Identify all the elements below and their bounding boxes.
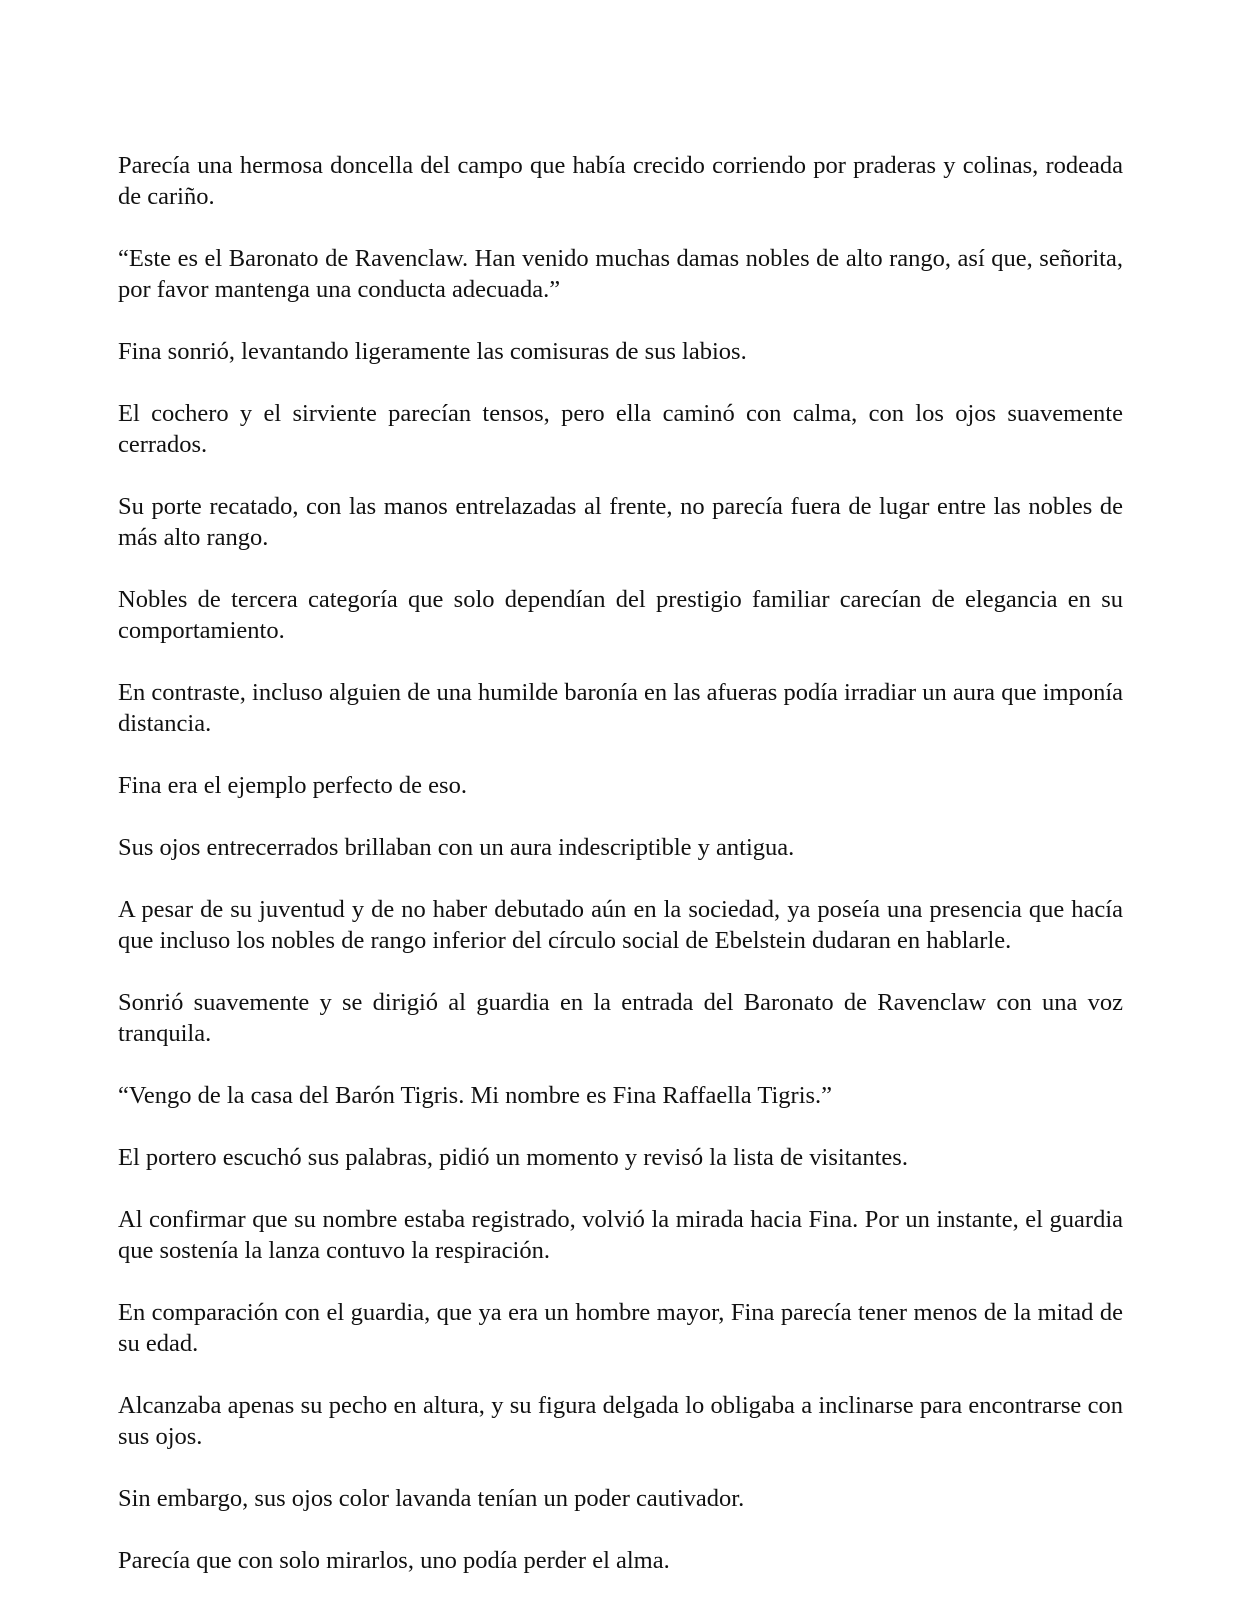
paragraph: El cochero y el sirviente parecían tensos, pero ella caminó con calma, con los ojos suavemente cerrados. [118,400,1123,458]
paragraph: Alcanzaba apenas su pecho en altura, y su figura delgada lo obligaba a inclinarse para encontrarse con sus ojos. [118,1392,1123,1450]
paragraph: Parecía que con solo mirarlos, uno podía perder el alma. [118,1547,670,1574]
paragraph: El portero escuchó sus palabras, pidió un momento y revisó la lista de visitantes. [118,1144,908,1171]
paragraph: Sus ojos entrecerrados brillaban con un aura indescriptible y antigua. [118,834,795,861]
paragraph: Sonrió suavemente y se dirigió al guardia en la entrada del Baronato de Ravenclaw con una voz tranquila. [118,989,1123,1047]
paragraph: A pesar de su juventud y de no haber debutado aún en la sociedad, ya poseía una presencia que hacía que incluso los nobles de rango inferior del círculo social de Ebelstein dudaran en hablarle. [118,896,1123,954]
paragraph: “Vengo de la casa del Barón Tigris. Mi nombre es Fina Raffaella Tigris.” [118,1082,833,1109]
document-body [118,150,1123,1576]
paragraph: Su porte recatado, con las manos entrelazadas al frente, no parecía fuera de lugar entre las nobles de más alto rango. [118,493,1123,551]
paragraph: Sin embargo, sus ojos color lavanda tenían un poder cautivador. [118,1485,745,1512]
paragraph: En contraste, incluso alguien de una humilde baronía en las afueras podía irradiar un aura que imponía distancia. [118,679,1123,737]
paragraph: “Este es el Baronato de Ravenclaw. Han venido muchas damas nobles de alto rango, así que, señorita, por favor mantenga una conducta adecuada.” [118,245,1123,303]
paragraph: En comparación con el guardia, que ya era un hombre mayor, Fina parecía tener menos de la mitad de su edad. [118,1299,1123,1357]
paragraph: Fina era el ejemplo perfecto de eso. [118,772,467,799]
paragraph: Nobles de tercera categoría que solo dependían del prestigio familiar carecían de elegancia en su comportamiento. [118,586,1123,644]
paragraph: Parecía una hermosa doncella del campo que había crecido corriendo por praderas y colinas, rodeada de cariño. [118,152,1123,210]
paragraph: Al confirmar que su nombre estaba registrado, volvió la mirada hacia Fina. Por un instante, el guardia que sostenía la lanza contuvo la respiración. [118,1206,1123,1264]
paragraph: Fina sonrió, levantando ligeramente las comisuras de sus labios. [118,338,747,365]
